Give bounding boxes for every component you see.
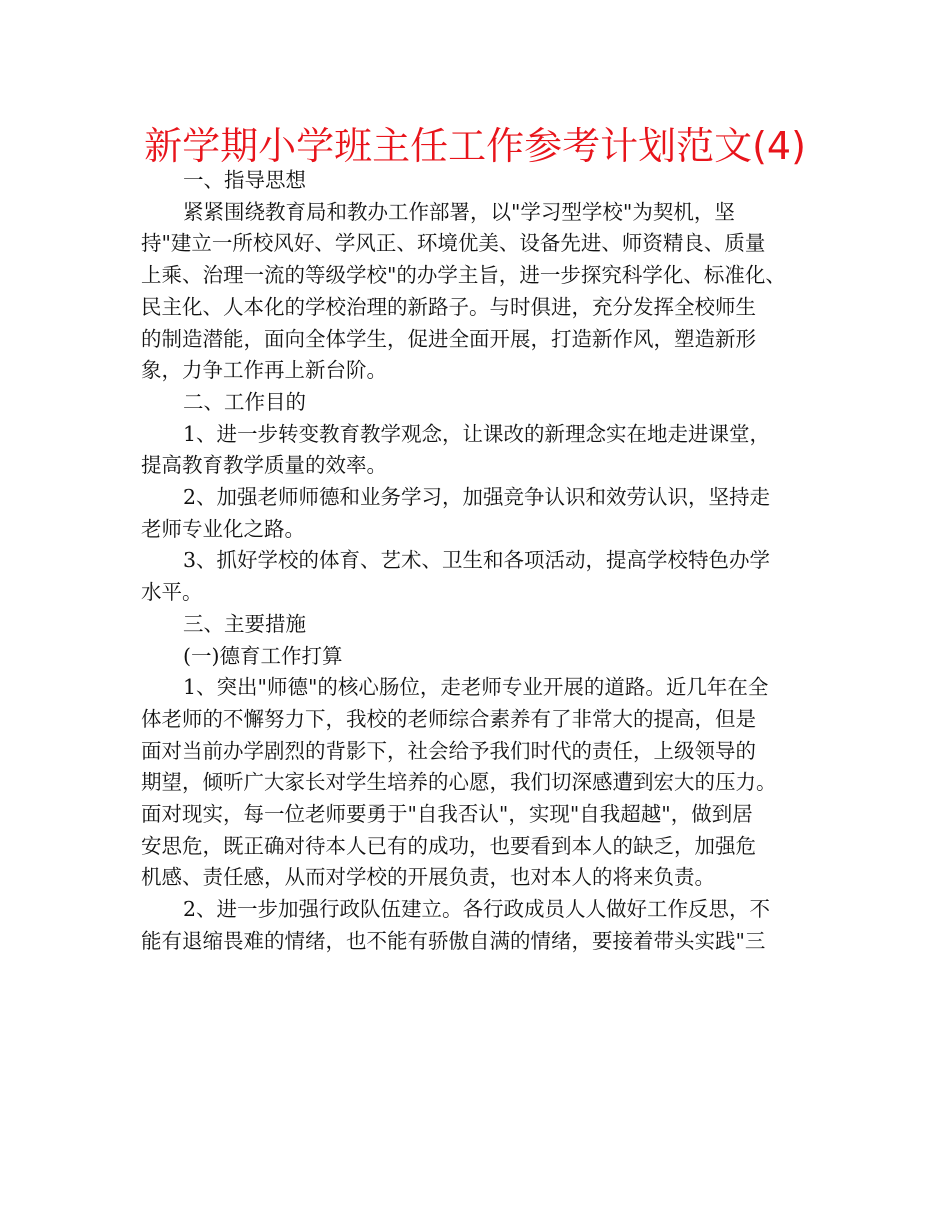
body-line: 持"建立一所校风好、学风正、环境优美、设备先进、师资精良、质量 <box>141 231 766 256</box>
body-line: 老师专业化之路。 <box>141 516 305 541</box>
body-line: 体老师的不懈努力下，我校的老师综合素养有了非常大的提高，但是 <box>141 706 756 731</box>
body-line: 面对当前办学剧烈的背影下，社会给予我们时代的责任，上级领导的 <box>141 738 756 763</box>
body-line: 象，力争工作再上新台阶。 <box>141 358 387 383</box>
body-line: 民主化、人本化的学校治理的新路子。与时俱进，充分发挥全校师生 <box>141 294 756 319</box>
body-line: 3、抓好学校的体育、艺术、卫生和各项活动，提高学校特色办学 <box>183 548 771 573</box>
body-line: 面对现实，每一位老师要勇于"自我否认"，实现"自我超越"，做到居 <box>141 802 753 826</box>
body-line: 紧紧围绕教育局和教办工作部署，以"学习型学校"为契机，坚 <box>183 199 735 224</box>
body-line: (一)德育工作打算 <box>183 643 343 668</box>
body-line: 1、进一步转变教育教学观念，让课改的新理念实在地走进课堂， <box>183 421 771 446</box>
body-line: 二、工作目的 <box>183 389 306 414</box>
document-title: 新学期小学班主任工作参考计划范文(4) <box>144 124 806 168</box>
body-line: 1、突出"师德"的核心肠位，走老师专业开展的道路。近几年在全 <box>183 675 769 700</box>
body-line: 能有退缩畏难的情绪，也不能有骄傲自满的情绪，要接着带头实践"三 <box>141 928 766 953</box>
body-line: 一、指导思想 <box>183 168 306 192</box>
body-line: 安思危，既正确对待本人已有的成功，也要看到本人的缺乏，加强危 <box>141 833 756 858</box>
body-line: 期望，倾听广大家长对学生培养的心愿，我们切深感遭到宏大的压力。 <box>141 770 777 795</box>
body-line: 的制造潜能，面向全体学生，促进全面开展，打造新作风，塑造新形 <box>141 326 756 351</box>
body-line: 提高教育教学质量的效率。 <box>141 453 387 478</box>
body-line: 机感、责任感，从而对学校的开展负责，也对本人的将来负责。 <box>141 865 715 890</box>
body-line: 上乘、治理一流的等级学校"的办学主旨，进一步探究科学化、标准化、 <box>141 263 786 288</box>
body-line: 水平。 <box>141 580 203 605</box>
body-line: 2、加强老师师德和业务学习，加强竞争认识和效劳认识，坚持走 <box>183 485 771 509</box>
body-line: 三、主要措施 <box>183 611 306 636</box>
body-line: 2、进一步加强行政队伍建立。各行政成员人人做好工作反思，不 <box>183 897 771 922</box>
